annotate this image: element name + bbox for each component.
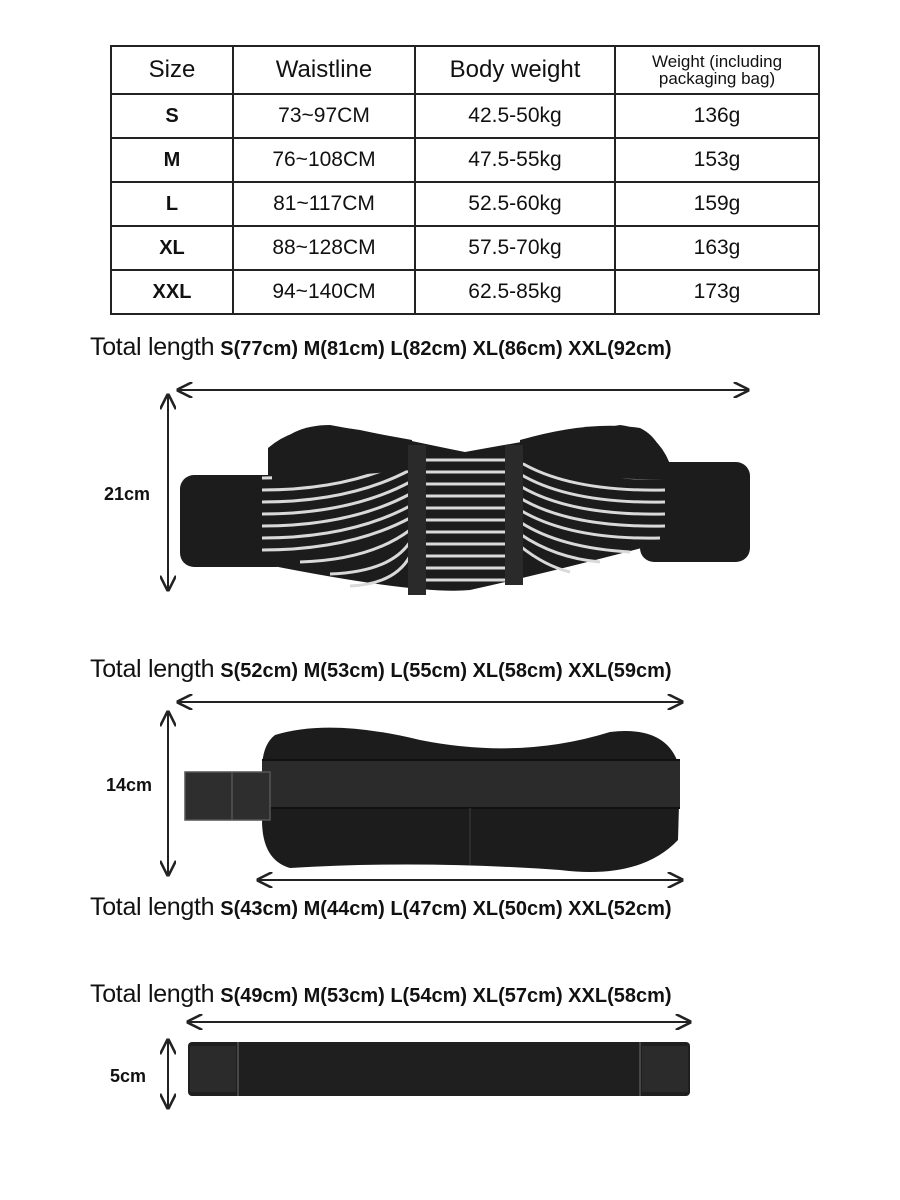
header-waistline: Waistline bbox=[233, 46, 415, 94]
body-weight-cell: 57.5-70kg bbox=[415, 226, 615, 270]
header-package-weight-line1: Weight (including bbox=[651, 52, 783, 71]
middle-belt-top-length-sizes: S(52cm) M(53cm) L(55cm) XL(58cm) XXL(59cm) bbox=[220, 660, 672, 682]
strap-length-label: Total length bbox=[90, 980, 215, 1008]
package-weight-cell: 136g bbox=[615, 94, 819, 138]
waistline-cell: 76~108CM bbox=[233, 138, 415, 182]
header-size: Size bbox=[111, 46, 233, 94]
main-belt-length-sizes: S(77cm) M(81cm) L(82cm) XL(86cm) XXL(92cm) bbox=[220, 338, 672, 360]
package-weight-cell: 163g bbox=[615, 226, 819, 270]
package-weight-cell: 159g bbox=[615, 182, 819, 226]
header-body-weight: Body weight bbox=[415, 46, 615, 94]
middle-belt-bottom-length-sizes: S(43cm) M(44cm) L(47cm) XL(50cm) XXL(52cm) bbox=[220, 898, 672, 920]
main-belt-height-label: 21cm bbox=[104, 484, 151, 504]
body-weight-cell: 62.5-85kg bbox=[415, 270, 615, 314]
body-weight-cell: 52.5-60kg bbox=[415, 182, 615, 226]
strap-height-label: 5cm bbox=[110, 1066, 147, 1086]
size-cell: S bbox=[111, 94, 233, 138]
waistline-cell: 94~140CM bbox=[233, 270, 415, 314]
package-weight-cell: 153g bbox=[615, 138, 819, 182]
waistline-cell: 81~117CM bbox=[233, 182, 415, 226]
main-belt-length-label: Total length bbox=[90, 333, 215, 361]
body-weight-cell: 42.5-50kg bbox=[415, 94, 615, 138]
waistline-cell: 73~97CM bbox=[233, 94, 415, 138]
size-cell: XXL bbox=[111, 270, 233, 314]
size-cell: XL bbox=[111, 226, 233, 270]
size-cell: M bbox=[111, 138, 233, 182]
body-weight-cell: 47.5-55kg bbox=[415, 138, 615, 182]
middle-belt-height-label: 14cm bbox=[106, 775, 153, 795]
package-weight-cell: 173g bbox=[615, 270, 819, 314]
size-cell: L bbox=[111, 182, 233, 226]
middle-belt-bottom-length-label: Total length bbox=[90, 893, 215, 921]
main-belt-image bbox=[180, 425, 750, 595]
waistline-cell: 88~128CM bbox=[233, 226, 415, 270]
middle-belt-image bbox=[185, 728, 680, 872]
header-package-weight-line2: packaging bag) bbox=[658, 69, 776, 88]
strap-length-sizes: S(49cm) M(53cm) L(54cm) XL(57cm) XXL(58cm) bbox=[220, 985, 672, 1007]
middle-belt-top-length-label: Total length bbox=[90, 655, 215, 683]
strap-image bbox=[188, 1042, 690, 1096]
